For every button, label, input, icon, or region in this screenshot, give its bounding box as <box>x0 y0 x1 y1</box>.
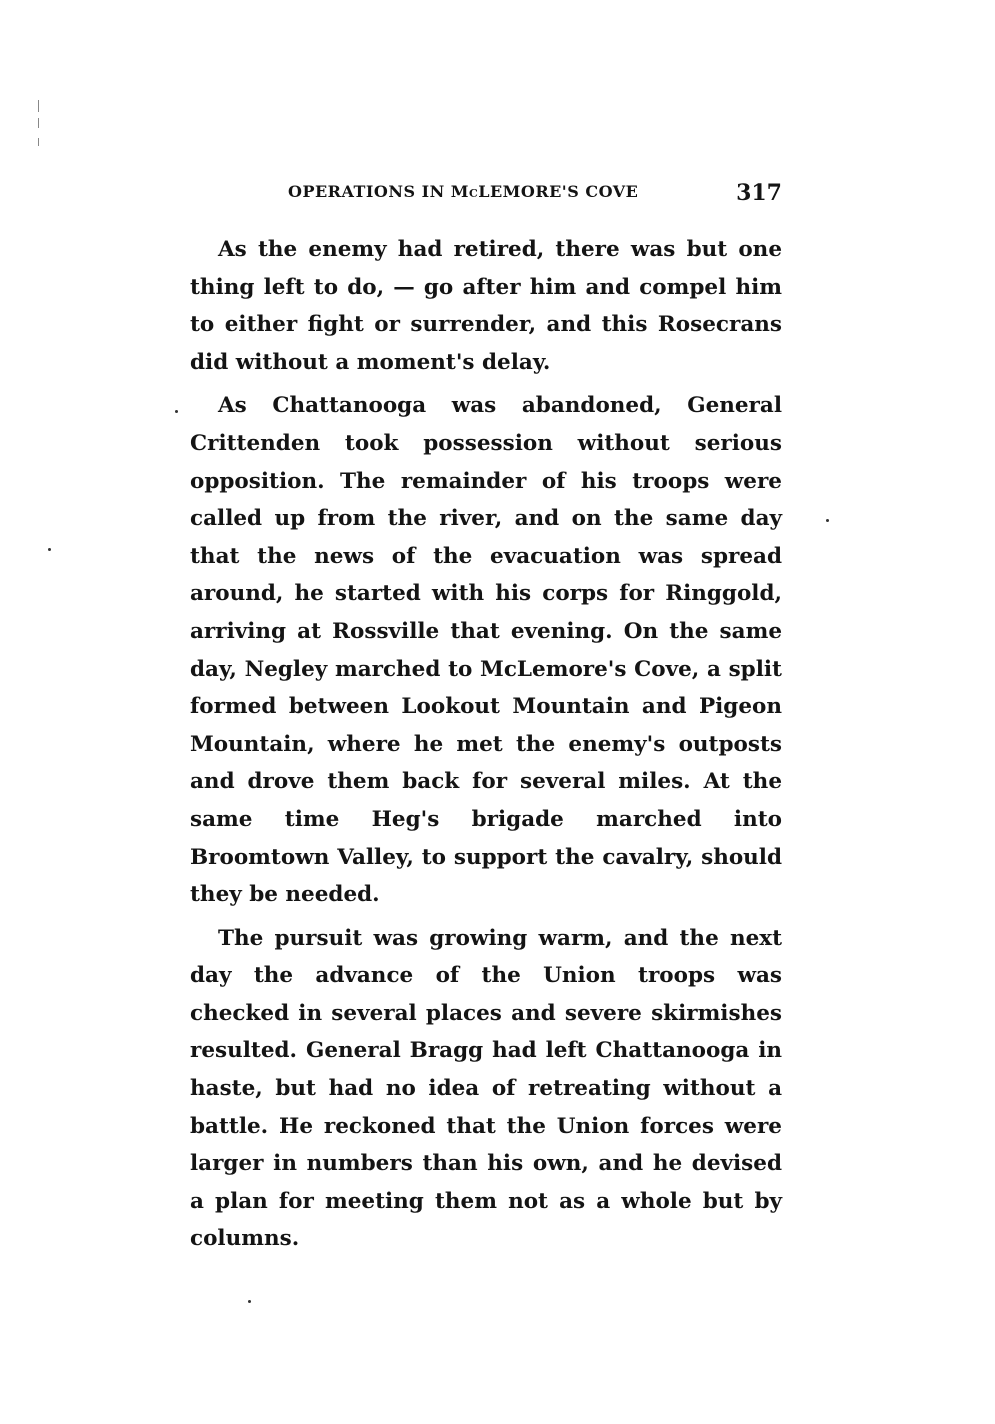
scan-speck <box>48 548 51 551</box>
scan-speck <box>248 1300 251 1303</box>
margin-mark <box>38 118 39 128</box>
paragraph: As Chattanooga was abandoned, General Crittenden took possession without serious opposition. The remainder of his troops were called up from the river, and on the same day that the news of the evacuation was spread around, he started with his corps for Ringgold, arriving at Rossville that evening. On the same day, Negley marched to McLemore's Cove, a split formed between Lookout Mountain and Pigeon Mountain, where he met the enemy's outposts and drove them back for several miles. At the same time Heg's brigade marched into Broomtown Valley, to support the cavalry, should they be needed. <box>190 393 782 908</box>
scan-speck <box>175 410 178 413</box>
page-number: 317 <box>736 180 782 206</box>
body-text <box>190 231 782 1264</box>
paragraph: As the enemy had retired, there was but one thing left to do, — go after him and compel him to either fight or surrender, and this Rosecrans did without a moment's delay. <box>190 237 782 375</box>
page-header <box>190 180 782 210</box>
paragraph: The pursuit was growing warm, and the next day the advance of the Union troops was checked in several places and severe skirmishes resulted. General Bragg had left Chattanooga in haste, but had no idea of retreating without a battle. He reckoned that the Union forces were larger in numbers than his own, and he devised a plan for meeting them not as a whole but by columns. <box>190 925 782 1252</box>
scan-speck <box>826 519 829 522</box>
margin-mark <box>38 100 39 112</box>
running-title: OPERATIONS IN McLEMORE'S COVE <box>288 182 639 201</box>
margin-mark <box>38 138 39 146</box>
